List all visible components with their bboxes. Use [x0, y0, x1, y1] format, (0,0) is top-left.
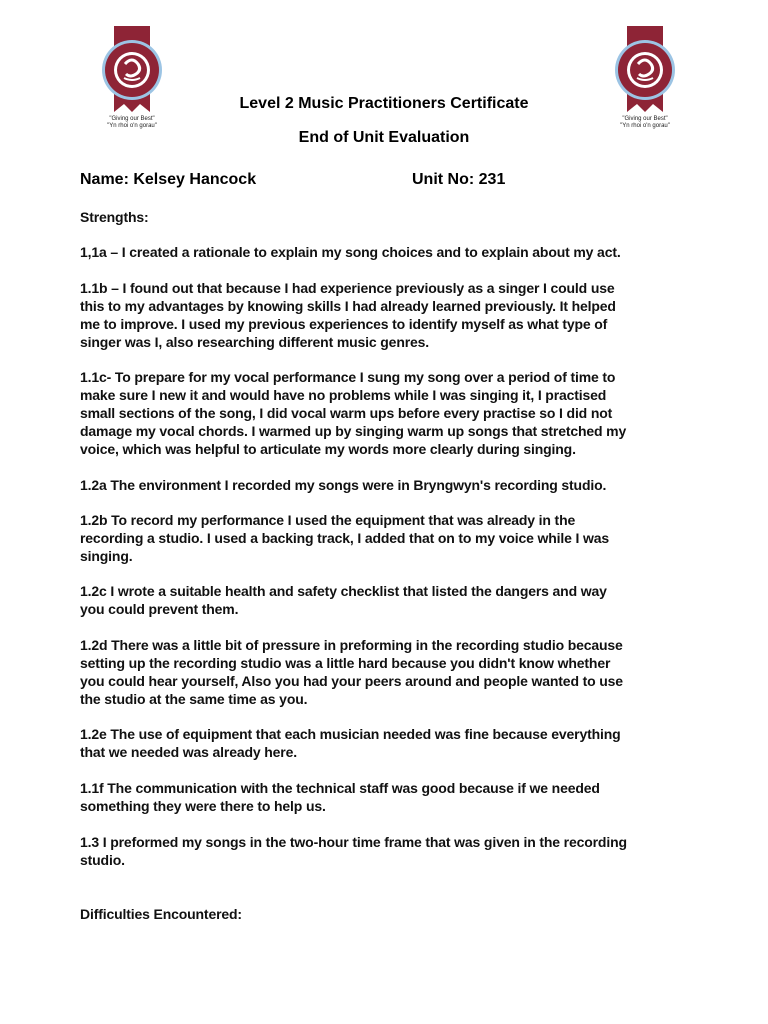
- paragraph-1-3-line2: studio.: [80, 852, 125, 868]
- document-subtitle: End of Unit Evaluation: [298, 129, 470, 146]
- paragraph-1-2b-line1: 1.2b To record my performance I used the equipment that was already in the: [80, 512, 576, 528]
- paragraph-1-2e-line1: 1.2e The use of equipment that each musician needed was fine because everything: [80, 726, 621, 742]
- paragraph-1-1b-line4: singer was I, also researching different music genres.: [80, 334, 430, 350]
- paragraph-1-1b-line3: me to improve. I used my previous experiences to identify myself as what type of: [80, 316, 608, 332]
- paragraph-1-1c-line1: 1.1c- To prepare for my vocal performance I sung my song over a period of time to: [80, 369, 616, 385]
- paragraph-1-2a: 1.2a The environment I recorded my songs were in Bryngwyn's recording studio.: [80, 477, 607, 493]
- paragraph-1-1b-line2: this to my advantages by knowing skills I had already learned previously. It helped: [80, 298, 616, 314]
- evaluation-body: [80, 0, 692, 1024]
- paragraph-1-1c-line4: damage my vocal chords. I warmed up by singing warm up songs that stretched my: [80, 423, 627, 439]
- paragraph-1-1b-line1: 1.1b – I found out that because I had experience previously as a singer I could use: [80, 280, 615, 296]
- paragraph-1-1f-line2: something they were there to help us.: [80, 798, 326, 814]
- paragraph-1-2b-line3: singing.: [80, 548, 133, 564]
- paragraph-1-2e-line2: that we needed was already here.: [80, 744, 297, 760]
- paragraph-1-1c-line5: voice, which was helpful to articulate my words more clearly during singing.: [80, 441, 576, 457]
- paragraph-1-2b-line2: recording a studio. I used a backing track, I added that on to my voice while I was: [80, 530, 610, 546]
- paragraph-1-2d-line1: 1.2d There was a little bit of pressure in preforming in the recording studio because: [80, 637, 623, 653]
- logo-motto-line1: "Giving our Best": [622, 116, 668, 122]
- paragraph-1-1a: 1,1a – I created a rationale to explain my song choices and to explain about my act.: [80, 244, 621, 260]
- strengths-heading: Strengths:: [80, 209, 149, 225]
- paragraph-1-2c-line2: you could prevent them.: [80, 601, 239, 617]
- difficulties-heading: Difficulties Encountered:: [80, 906, 242, 922]
- paragraph-1-2d-line4: the studio at the same time as you.: [80, 691, 308, 707]
- paragraph-1-2c-line1: 1.2c I wrote a suitable health and safety checklist that listed the dangers and way: [80, 583, 607, 599]
- logo-motto-line2: "Yn rhoi o'n gorau": [620, 123, 670, 129]
- logo-motto-line1: "Giving our Best": [109, 116, 155, 122]
- student-name: Name: Kelsey Hancock: [80, 171, 257, 188]
- document-title: Level 2 Music Practitioners Certificate: [239, 95, 529, 112]
- paragraph-1-2d-line3: you could hear yourself, Also you had your peers around and people wanted to use: [80, 673, 623, 689]
- paragraph-1-1c-line3: small sections of the song, I did vocal warm ups before every practise so I did not: [80, 405, 613, 421]
- paragraph-1-1f-line1: 1.1f The communication with the technical staff was good because if we needed: [80, 780, 600, 796]
- unit-number: Unit No: 231: [412, 171, 506, 188]
- paragraph-1-3-line1: 1.3 I preformed my songs in the two-hour time frame that was given in the recording: [80, 834, 627, 850]
- paragraph-1-1c-line2: make sure I new it and would have no problems while I was singing it, I practised: [80, 387, 607, 403]
- logo-motto-line2: "Yn rhoi o'n gorau": [107, 123, 157, 129]
- paragraph-1-2d-line2: setting up the recording studio was a little hard because you didn't know whether: [80, 655, 611, 671]
